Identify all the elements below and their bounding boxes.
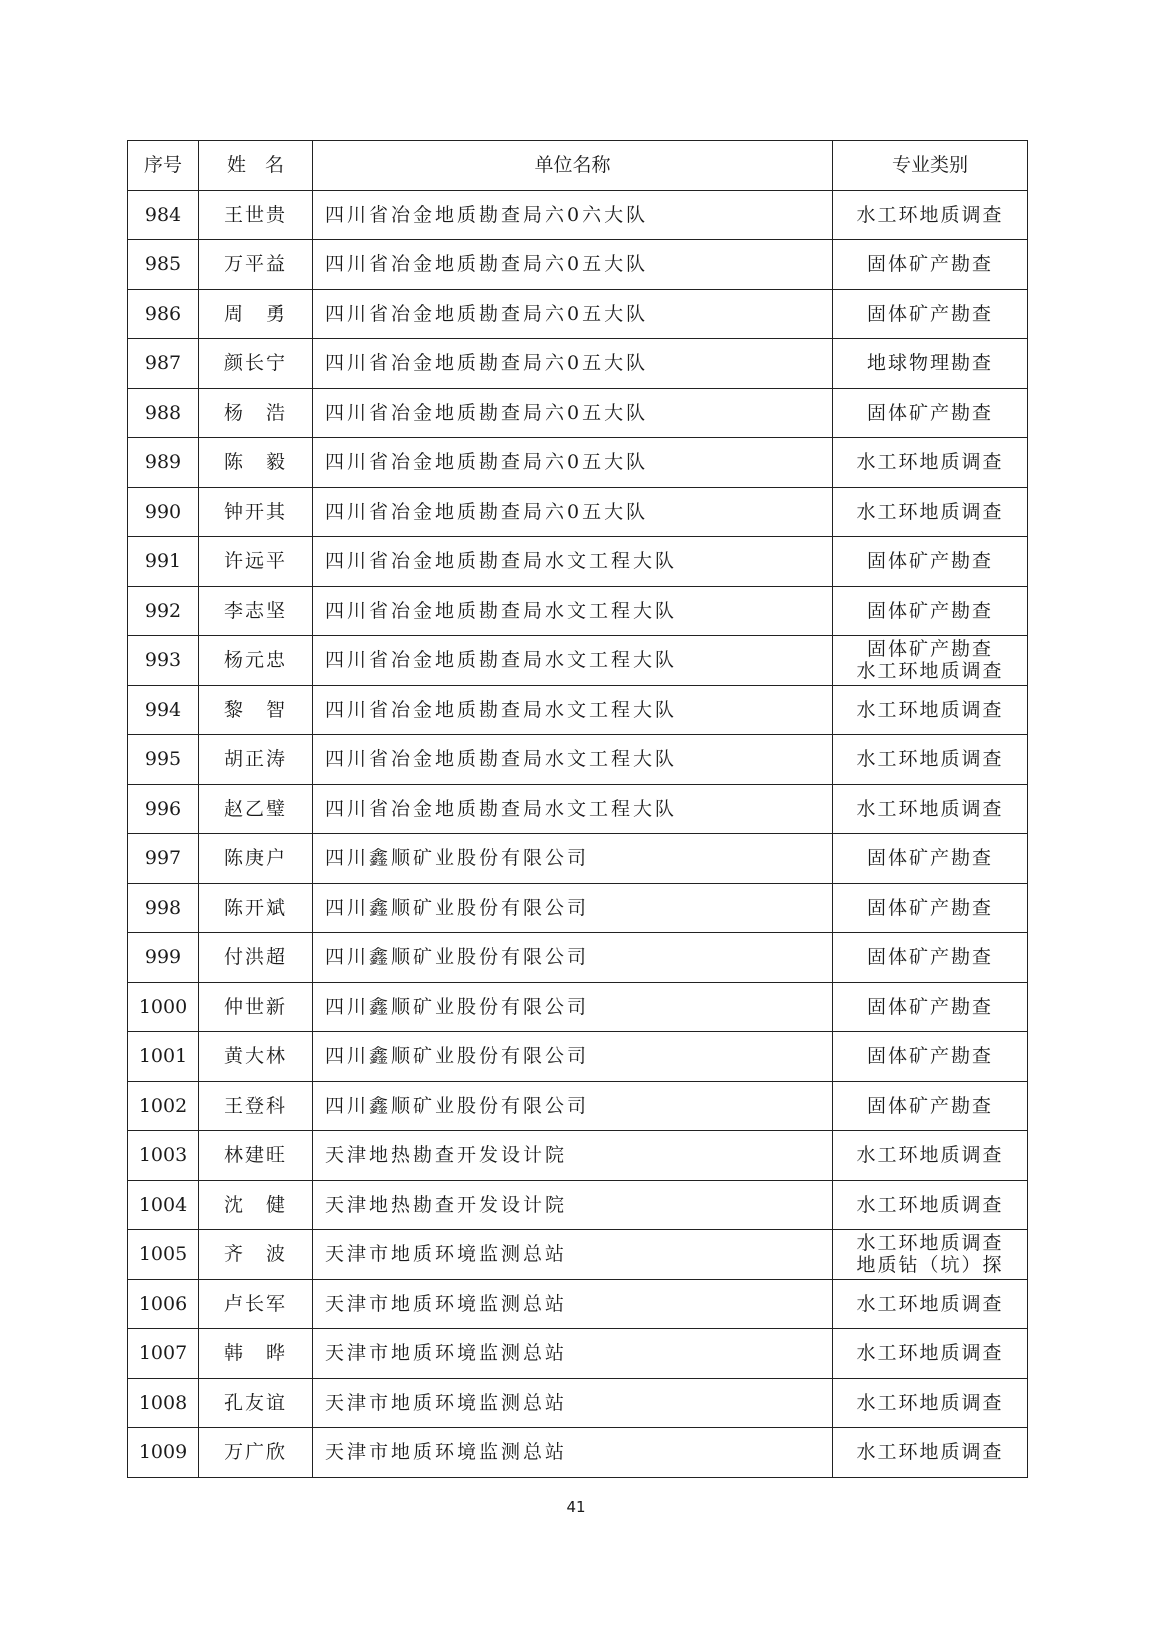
unit-name-cell: 四川省冶金地质勘查局六0五大队: [313, 240, 833, 290]
person-name-cell: 许远平: [199, 537, 313, 587]
person-name-cell: 李志坚: [199, 586, 313, 636]
serial-number-cell: 1004: [128, 1180, 199, 1230]
category-text: 水工环地质调查: [856, 1144, 1004, 1167]
person-name-cell: 林建旺: [199, 1131, 313, 1181]
serial-number-cell: 987: [128, 339, 199, 389]
category-cell: [833, 1279, 1028, 1329]
unit-name-cell: 四川鑫顺矿业股份有限公司: [313, 1032, 833, 1082]
person-name-cell: 赵乙璧: [199, 784, 313, 834]
unit-name-cell: 四川省冶金地质勘查局水文工程大队: [313, 636, 833, 686]
category-cell: [833, 784, 1028, 834]
table-row: [128, 438, 1028, 488]
serial-number-cell: 986: [128, 289, 199, 339]
serial-number-cell: 996: [128, 784, 199, 834]
serial-number-cell: 999: [128, 933, 199, 983]
category-text: 固体矿产勘查: [866, 896, 993, 919]
table-row: [128, 735, 1028, 785]
category-text: 水工环地质调查: [856, 1342, 1004, 1365]
unit-name-cell: 四川鑫顺矿业股份有限公司: [313, 834, 833, 884]
unit-name-cell: 四川省冶金地质勘查局六0五大队: [313, 339, 833, 389]
category-text: 固体矿产勘查: [866, 847, 993, 870]
unit-name-cell: 天津市地质环境监测总站: [313, 1230, 833, 1280]
category-cell: [833, 933, 1028, 983]
table-row: [128, 1329, 1028, 1379]
serial-number-cell: 991: [128, 537, 199, 587]
category-cell: [833, 487, 1028, 537]
person-name-cell: 齐 波: [199, 1230, 313, 1280]
unit-name-cell: 四川省冶金地质勘查局水文工程大队: [313, 685, 833, 735]
person-name-cell: 陈庚户: [199, 834, 313, 884]
person-name-cell: 钟开其: [199, 487, 313, 537]
person-name-cell: 韩 晔: [199, 1329, 313, 1379]
serial-number-cell: 1001: [128, 1032, 199, 1082]
category-text: 固体矿产勘查: [866, 253, 993, 276]
table-row: [128, 388, 1028, 438]
person-name-cell: 沈 健: [199, 1180, 313, 1230]
table-body: [128, 190, 1028, 1477]
category-cell: [833, 1180, 1028, 1230]
header-serial-number: 序号: [128, 141, 199, 191]
unit-name-cell: 四川鑫顺矿业股份有限公司: [313, 982, 833, 1032]
unit-name-cell: 四川鑫顺矿业股份有限公司: [313, 933, 833, 983]
category-text: 固体矿产勘查: [866, 1045, 993, 1068]
serial-number-cell: 994: [128, 685, 199, 735]
table-row: [128, 339, 1028, 389]
category-cell: [833, 586, 1028, 636]
table-row: [128, 1032, 1028, 1082]
person-name-cell: 孔友谊: [199, 1378, 313, 1428]
table-row: [128, 240, 1028, 290]
serial-number-cell: 1006: [128, 1279, 199, 1329]
category-cell: [833, 1131, 1028, 1181]
unit-name-cell: 四川省冶金地质勘查局水文工程大队: [313, 586, 833, 636]
unit-name-cell: 四川省冶金地质勘查局六0五大队: [313, 388, 833, 438]
category-text: 水工环地质调查: [856, 203, 1004, 226]
person-name-cell: 周 勇: [199, 289, 313, 339]
category-text: 水工环地质调查: [856, 748, 1004, 771]
category-cell: [833, 388, 1028, 438]
header-category: 专业类别: [833, 141, 1028, 191]
table-row: [128, 1081, 1028, 1131]
unit-name-cell: 天津市地质环境监测总站: [313, 1279, 833, 1329]
serial-number-cell: 990: [128, 487, 199, 537]
category-cell: [833, 339, 1028, 389]
serial-number-cell: 1009: [128, 1428, 199, 1478]
category-text: 水工环地质调查: [856, 1193, 1004, 1216]
table-row: [128, 1131, 1028, 1181]
person-name-cell: 胡正涛: [199, 735, 313, 785]
category-cell: [833, 289, 1028, 339]
person-name-cell: 万广欣: [199, 1428, 313, 1478]
category-text: 水工环地质调查: [856, 698, 1004, 721]
category-cell: [833, 1378, 1028, 1428]
table-row: [128, 1180, 1028, 1230]
category-cell: [833, 1230, 1028, 1280]
unit-name-cell: 四川省冶金地质勘查局六0五大队: [313, 289, 833, 339]
table-row: [128, 685, 1028, 735]
table-row: [128, 636, 1028, 686]
category-text: 固体矿产勘查: [866, 1094, 993, 1117]
category-cell: [833, 1329, 1028, 1379]
serial-number-cell: 993: [128, 636, 199, 686]
category-text: 水工环地质调查: [856, 1292, 1004, 1315]
table-row: [128, 1378, 1028, 1428]
category-text: 固体矿产勘查: [866, 302, 993, 325]
category-text: 水工环地质调查: [856, 451, 1004, 474]
person-name-cell: 颜长宁: [199, 339, 313, 389]
category-text: 水工环地质调查: [856, 500, 1004, 523]
category-cell: [833, 1081, 1028, 1131]
category-text: 水工环地质调查: [856, 1232, 1004, 1255]
table-row: [128, 487, 1028, 537]
header-row: [128, 141, 1028, 191]
table-row: [128, 883, 1028, 933]
serial-number-cell: 998: [128, 883, 199, 933]
serial-number-cell: 1002: [128, 1081, 199, 1131]
unit-name-cell: 天津市地质环境监测总站: [313, 1428, 833, 1478]
category-text: 地球物理勘查: [866, 352, 993, 375]
serial-number-cell: 984: [128, 190, 199, 240]
unit-name-cell: 四川省冶金地质勘查局六0五大队: [313, 487, 833, 537]
table-row: [128, 784, 1028, 834]
category-cell: [833, 1428, 1028, 1478]
category-cell: [833, 982, 1028, 1032]
unit-name-cell: 天津市地质环境监测总站: [313, 1329, 833, 1379]
serial-number-cell: 1003: [128, 1131, 199, 1181]
serial-number-cell: 997: [128, 834, 199, 884]
category-text: 固体矿产勘查: [866, 599, 993, 622]
person-name-cell: 仲世新: [199, 982, 313, 1032]
page-number: 41: [566, 1498, 586, 1516]
table-row: [128, 933, 1028, 983]
header-name: 姓 名: [199, 141, 313, 191]
unit-name-cell: 四川省冶金地质勘查局水文工程大队: [313, 537, 833, 587]
category-text: 固体矿产勘查: [866, 995, 993, 1018]
category-cell: [833, 834, 1028, 884]
serial-number-cell: 1008: [128, 1378, 199, 1428]
serial-number-cell: 1000: [128, 982, 199, 1032]
person-name-cell: 万平益: [199, 240, 313, 290]
table-row: [128, 190, 1028, 240]
table-row: [128, 1428, 1028, 1478]
category-text: 固体矿产勘查: [866, 550, 993, 573]
unit-name-cell: 四川省冶金地质勘查局六0五大队: [313, 438, 833, 488]
serial-number-cell: 985: [128, 240, 199, 290]
category-cell: [833, 1032, 1028, 1082]
category-text: 固体矿产勘查: [866, 638, 993, 661]
category-text: 固体矿产勘查: [866, 946, 993, 969]
category-cell: [833, 685, 1028, 735]
serial-number-cell: 1005: [128, 1230, 199, 1280]
table-row: [128, 834, 1028, 884]
unit-name-cell: 天津市地质环境监测总站: [313, 1378, 833, 1428]
table-row: [128, 537, 1028, 587]
category-cell: [833, 190, 1028, 240]
serial-number-cell: 1007: [128, 1329, 199, 1379]
header-unit-name: 单位名称: [313, 141, 833, 191]
unit-name-cell: 天津地热勘查开发设计院: [313, 1180, 833, 1230]
table-row: [128, 1279, 1028, 1329]
category-cell: [833, 438, 1028, 488]
category-text: 固体矿产勘查: [866, 401, 993, 424]
serial-number-cell: 992: [128, 586, 199, 636]
unit-name-cell: 四川省冶金地质勘查局六0六大队: [313, 190, 833, 240]
category-cell: [833, 240, 1028, 290]
category-cell: [833, 735, 1028, 785]
person-name-cell: 陈开斌: [199, 883, 313, 933]
serial-number-cell: 995: [128, 735, 199, 785]
person-name-cell: 黄大林: [199, 1032, 313, 1082]
table-row: [128, 289, 1028, 339]
unit-name-cell: 四川鑫顺矿业股份有限公司: [313, 1081, 833, 1131]
unit-name-cell: 四川省冶金地质勘查局水文工程大队: [313, 784, 833, 834]
person-name-cell: 陈 毅: [199, 438, 313, 488]
category-cell: [833, 537, 1028, 587]
table-header: [128, 141, 1028, 191]
category-text: 水工环地质调查: [856, 1441, 1004, 1464]
person-name-cell: 卢长军: [199, 1279, 313, 1329]
table-row: [128, 982, 1028, 1032]
person-name-cell: 黎 智: [199, 685, 313, 735]
category-cell: [833, 883, 1028, 933]
table-row: [128, 1230, 1028, 1280]
table-row: [128, 586, 1028, 636]
person-name-cell: 杨元忠: [199, 636, 313, 686]
person-name-cell: 杨 浩: [199, 388, 313, 438]
category-text: 地质钻（坑）探: [856, 1254, 1004, 1277]
category-cell: [833, 636, 1028, 686]
person-name-cell: 付洪超: [199, 933, 313, 983]
category-text: 水工环地质调查: [856, 797, 1004, 820]
person-name-cell: 王世贵: [199, 190, 313, 240]
person-name-cell: 王登科: [199, 1081, 313, 1131]
category-text: 水工环地质调查: [856, 660, 1004, 683]
unit-name-cell: 四川鑫顺矿业股份有限公司: [313, 883, 833, 933]
serial-number-cell: 988: [128, 388, 199, 438]
serial-number-cell: 989: [128, 438, 199, 488]
category-text: 水工环地质调查: [856, 1391, 1004, 1414]
unit-name-cell: 天津地热勘查开发设计院: [313, 1131, 833, 1181]
unit-name-cell: 四川省冶金地质勘查局水文工程大队: [313, 735, 833, 785]
roster-table: [127, 140, 1028, 1478]
